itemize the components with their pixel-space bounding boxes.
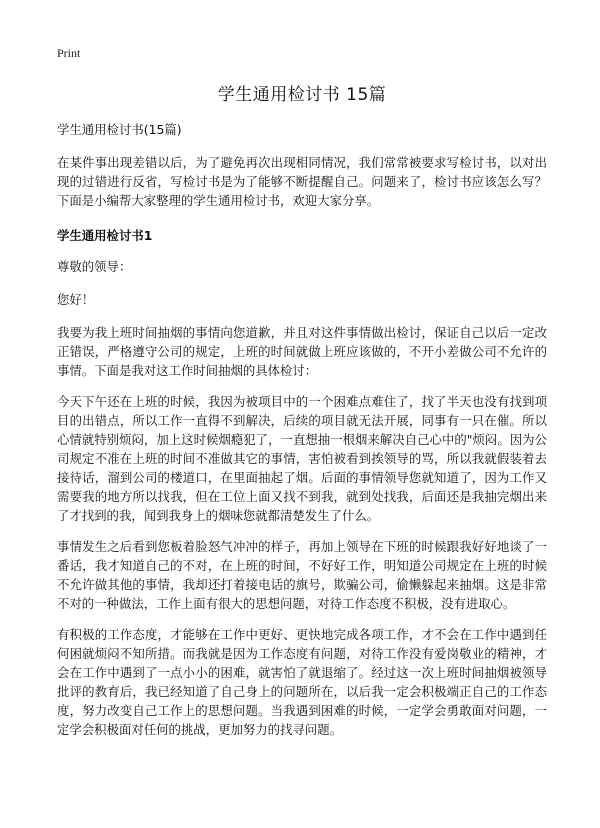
article-subtitle: 学生通用检讨书(15篇) bbox=[57, 122, 182, 137]
article-body bbox=[57, 120, 547, 751]
body-paragraph: 事情发生之后看到您板着脸怒气冲冲的样子，再加上领导在下班的时候跟我好好地谈了一番话，我才知道自己的不对，在上班的时间，不好好工作，明知道公司规定在上班的时候不允许做其他的事情，我却还打着接电话的旗号，欺骗公司，偷懒躲起来抽烟。这是非常不对的一种做法，工作上面有很大的思想问题，对待工作态度不积极，没有进取心。 bbox=[57, 539, 547, 611]
section-heading: 学生通用检讨书1 bbox=[57, 228, 153, 243]
body-paragraph: 我要为我上班时间抽烟的事情向您道歉，并且对这件事情做出检讨，保证自己以后一定改正错误，严格遵守公司的规定，上班的时间就做上班应该做的，不开小差做公司不允许的事情。下面是我对这工作时间抽烟的具体检讨： bbox=[57, 325, 547, 378]
greeting: 您好！ bbox=[57, 292, 95, 307]
intro-paragraph: 在某件事出现差错以后，为了避免再次出现相同情况，我们常常被要求写检讨书，以对出现的过错进行反省，写检讨书是为了能够不断提醒自己。问题来了，检讨书应该怎么写？下面是小编帮大家整理的学生通用检讨书，欢迎大家分享。 bbox=[57, 155, 547, 208]
print-link[interactable]: Print bbox=[57, 46, 81, 60]
salutation: 尊敬的领导： bbox=[57, 259, 132, 274]
page-title: 学生通用检讨书 15篇 bbox=[217, 85, 387, 105]
body-paragraph: 有积极的工作态度，才能够在工作中更好、更快地完成各项工作，才不会在工作中遇到任何困就烦闷不知所措。而我就是因为工作态度有问题，对待工作没有爱岗敬业的精神，才会在工作中遇到了一点小小的困难，就害怕了就退缩了。经过这一次上班时间抽烟被领导批评的教育后，我已经知道了自己身上的问题所在，以后我一定会积极端正自己的工作态度，努力改变自己工作上的思想问题。当我遇到困难的时候，一定学会勇敢面对问题，一定学会积极面对任何的挑战，更加努力的找寻问题。 bbox=[57, 627, 547, 737]
body-paragraph: 今天下午还在上班的时候，我因为被项目中的一个困难点难住了，找了半天也没有找到项目的出错点，所以工作一直得不到解决，后续的项目就无法开展，同事有一只在催。所以心情就特别烦闷，加上这时候烟瘾犯了，一直想抽一根烟来解决自己心中的"烦闷。因为公司规定不准在上班的时间不准做其它的事情，害怕被看到挨领导的骂，所以我就假装着去接待话，溜到公司的楼道口，在里面抽起了烟。后面的事情领导您就知道了，因为工作又需要我的地方所以找我，但在工位上面又找不到我，就到处找我，后面还是我抽完烟出来了才找到的我，闻到我身上的烟味您就都清楚发生了什么。 bbox=[57, 394, 547, 523]
